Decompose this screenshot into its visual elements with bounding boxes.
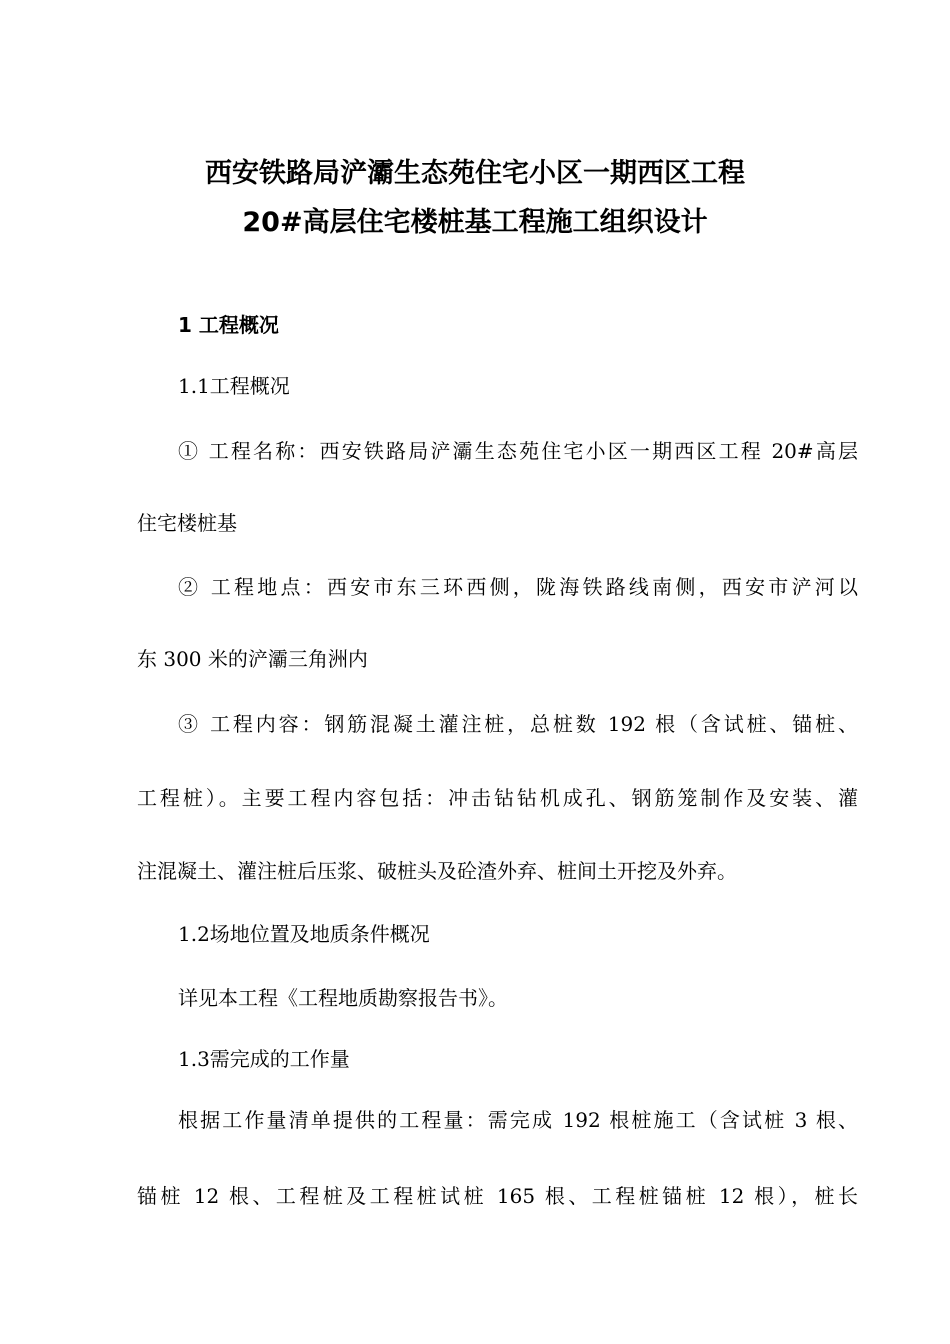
item-1-line-1: ① 工程名称：西安铁路局浐灞生态苑住宅小区一期西区工程 20#高层 xyxy=(178,439,858,463)
item-3-line-1: ③ 工程内容：钢筋混凝土灌注桩，总桩数 192 根（含试桩、锚桩、 xyxy=(178,712,858,736)
item-3-line-2: 工程桩）。主要工程内容包括：冲击钻钻机成孔、钢筋笼制作及安装、灌 xyxy=(137,786,858,810)
subsection-1-3-paragraph-line-2: 锚桩 12 根、工程桩及工程桩试桩 165 根、工程桩锚桩 12 根），桩长 xyxy=(137,1184,858,1208)
document-title-line-1: 西安铁路局浐灞生态苑住宅小区一期西区工程 xyxy=(205,158,745,189)
subsection-1-1-heading: 1.1工程概况 xyxy=(178,374,290,398)
item-1-line-2: 住宅楼桩基 xyxy=(137,511,237,535)
document-title-line-2: 20#高层住宅楼桩基工程施工组织设计 xyxy=(242,207,708,238)
item-2-line-2: 东 300 米的浐灞三角洲内 xyxy=(137,647,368,671)
subsection-1-3-paragraph-line-1: 根据工作量清单提供的工程量：需完成 192 根桩施工（含试桩 3 根、 xyxy=(178,1108,858,1132)
item-3-line-3: 注混凝土、灌注桩后压浆、破桩头及砼渣外弃、桩间土开挖及外弃。 xyxy=(137,859,737,883)
subsection-1-2-paragraph: 详见本工程《工程地质勘察报告书》。 xyxy=(178,986,508,1010)
subsection-1-3-heading: 1.3需完成的工作量 xyxy=(178,1047,350,1071)
item-2-line-1: ② 工程地点：西安市东三环西侧，陇海铁路线南侧，西安市浐河以 xyxy=(178,575,858,599)
subsection-1-2-heading: 1.2场地位置及地质条件概况 xyxy=(178,922,430,946)
section-1-heading: 1 工程概况 xyxy=(178,313,279,337)
